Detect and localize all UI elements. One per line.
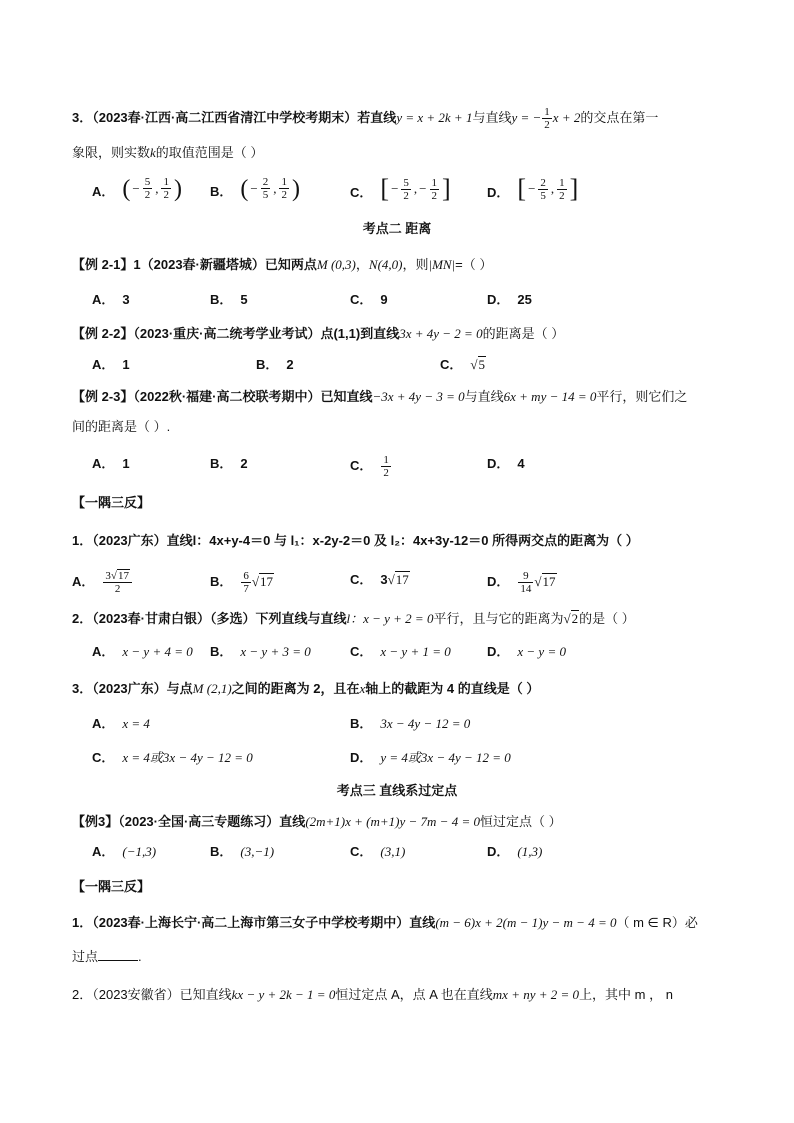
fraction: $\frac{1}{2}$ (383, 454, 389, 479)
sqrt: √17 (251, 573, 274, 589)
ex22-option-a[interactable]: A． 1 (92, 357, 130, 372)
p3-option-b[interactable]: B． 3x − 4y − 12 = 0 (350, 716, 471, 731)
ex23-option-c[interactable]: C． $\frac{1}{2}$ (350, 454, 389, 479)
ex3-option-b[interactable]: B． (3,−1) (210, 844, 275, 859)
q3-line1-eq: y = x + 2k + 1 (396, 109, 473, 125)
ex21-option-a[interactable]: A． 3 (92, 292, 130, 307)
fraction: $\frac{6}{7}$ (243, 570, 249, 595)
ex3-option-d[interactable]: D． (1,3) (487, 844, 543, 859)
p2-option-b[interactable]: B． x − y + 3 = 0 (210, 644, 311, 659)
section-fan-2: 【一隅三反】 (72, 879, 151, 894)
ex21-option-b[interactable]: B． 5 (210, 292, 248, 307)
section-title-3: 考点三 直线系过定点 (336, 783, 458, 798)
fraction: $\frac{1}{2}$ (281, 176, 287, 201)
fraction: $\frac{9}{14}$ (520, 570, 532, 595)
q2b-stem: 2．（2023安徽省）已知直线kx − y + 2k − 1 = 0恒过定点 A，点 A 也在直线mx + ny + 2 = 0上，其中 m ， n (72, 987, 673, 1002)
section-title-2: 考点二 距离 (362, 221, 432, 236)
ex23-option-b[interactable]: B． 2 (210, 456, 248, 471)
section-fan-1: 【一隅三反】 (72, 495, 151, 510)
fraction: $\frac{1}{2}$ (559, 176, 565, 202)
p1-option-d[interactable]: D． $\frac{9}{14}$ √17 (487, 570, 556, 595)
ex22-option-b[interactable]: B． 2 (256, 357, 294, 372)
ex21-stem: 【例 2-1】1（2023春·新疆塔城）已知两点M (0,3)，N(4,0)，则|MN|=（ ） (72, 257, 493, 272)
p2-option-d[interactable]: D． x − y = 0 (487, 644, 566, 659)
q3-line1: 3．（2023春·江西·高二江西省清江中学校考期末）若直线y = x + 2k + 1与直线y = − $\frac{1}{2}$ x + 2的交点在第一 (72, 106, 659, 131)
q1b-stem-2: 过点 . (72, 949, 142, 964)
ex3-option-a[interactable]: A． (−1,3) (92, 844, 157, 859)
q3-option-c[interactable]: C． [ − $\frac{5}{2}$ , − $\frac{1}{2}$ ] (350, 174, 451, 203)
ex3-stem: 【例3】（2023·全国·高三专题练习）直线(2m+1)x + (m+1)y − 7m − 4 = 0恒过定点（ ） (72, 814, 562, 829)
ex21-option-d[interactable]: D． 25 (487, 292, 532, 307)
sqrt: √5 (470, 357, 486, 372)
sqrt: √17 (534, 573, 556, 589)
ex23-stem: 【例 2-3】（2022秋·福建·高二校联考期中）已知直线−3x + 4y − 3 = 0与直线6x + my − 14 = 0平行，则它们之 (72, 389, 688, 404)
ex22-stem: 【例 2-2】（2023·重庆·高二统考学业考试）点(1,1)到直线3x + 4y − 2 = 0的距离是（ ） (72, 326, 565, 341)
ex23-option-a[interactable]: A． 1 (92, 456, 130, 471)
ex23-option-d[interactable]: D． 4 (487, 456, 525, 471)
fraction: $\frac{2}{5}$ (262, 176, 269, 201)
ex3-option-c[interactable]: C． (3,1) (350, 844, 406, 859)
fraction: $\frac{1}{2}$ (431, 176, 437, 202)
fraction: $\frac{1}{2}$ (163, 176, 169, 201)
q3-option-b[interactable]: B． ( − $\frac{2}{5}$ , $\frac{1}{2}$ ) (210, 175, 300, 202)
p3-option-d[interactable]: D． y = 4或3x − 4y − 12 = 0 (350, 750, 511, 765)
q1b-stem: 1．（2023春·上海长宁·高二上海市第三女子中学校考期中）直线(m − 6)x + 2(m − 1)y − m − 4 = 0（ m ∈ R）必 (72, 915, 698, 930)
p3-stem: 3．（2023广东）与点M (2,1)之间的距离为 2，且在x轴上的截距为 4 的直线是（ ） (72, 681, 540, 696)
p1-option-b[interactable]: B． $\frac{6}{7}$ √17 (210, 570, 274, 595)
p3-option-c[interactable]: C． x = 4或3x − 4y − 12 = 0 (92, 750, 253, 765)
ex23-stem-2: 间的距离是（ ）. (72, 419, 171, 434)
fraction: $\frac{3√17}{2}$ (103, 570, 132, 595)
p2-option-c[interactable]: C． x − y + 1 = 0 (350, 644, 451, 659)
answer-blank[interactable] (98, 948, 138, 961)
p1-option-a[interactable]: A． $\frac{3√17}{2}$ (72, 570, 133, 595)
p1-stem: 1．（2023广东）直线l：4x+y-4＝0 与 l₁：x-2y-2＝0 及 l₂：4x+3y-12＝0 所得两交点的距离为（ ） (72, 533, 639, 548)
fraction: $\frac{2}{5}$ (540, 176, 546, 202)
q3-frac: $\frac{1}{2}$ (544, 106, 550, 131)
sqrt: √17 (387, 572, 409, 587)
sqrt: √17 (110, 570, 129, 582)
q3-option-d[interactable]: D． [ − $\frac{2}{5}$ , $\frac{1}{2}$ ] (487, 174, 579, 203)
q3-option-a[interactable]: A． ( − $\frac{5}{2}$ , $\frac{1}{2}$ ) (92, 175, 182, 202)
p1-option-c[interactable]: C． 3√17 (350, 572, 409, 587)
ex21-option-c[interactable]: C． 9 (350, 292, 388, 307)
fraction: $\frac{5}{2}$ (403, 176, 409, 202)
q3-line2: 象限，则实数k的取值范围是（ ） (72, 145, 264, 160)
ex22-option-c[interactable]: C． √5 (440, 357, 486, 372)
p2-option-a[interactable]: A． x − y + 4 = 0 (92, 644, 193, 659)
fraction: $\frac{5}{2}$ (144, 176, 151, 201)
p3-option-a[interactable]: A． x = 4 (92, 716, 150, 731)
p2-stem: 2．（2023春·甘肃白银）（多选）下列直线与直线l：x − y + 2 = 0平行，且与它的距离为√2的是（ ） (72, 611, 635, 626)
